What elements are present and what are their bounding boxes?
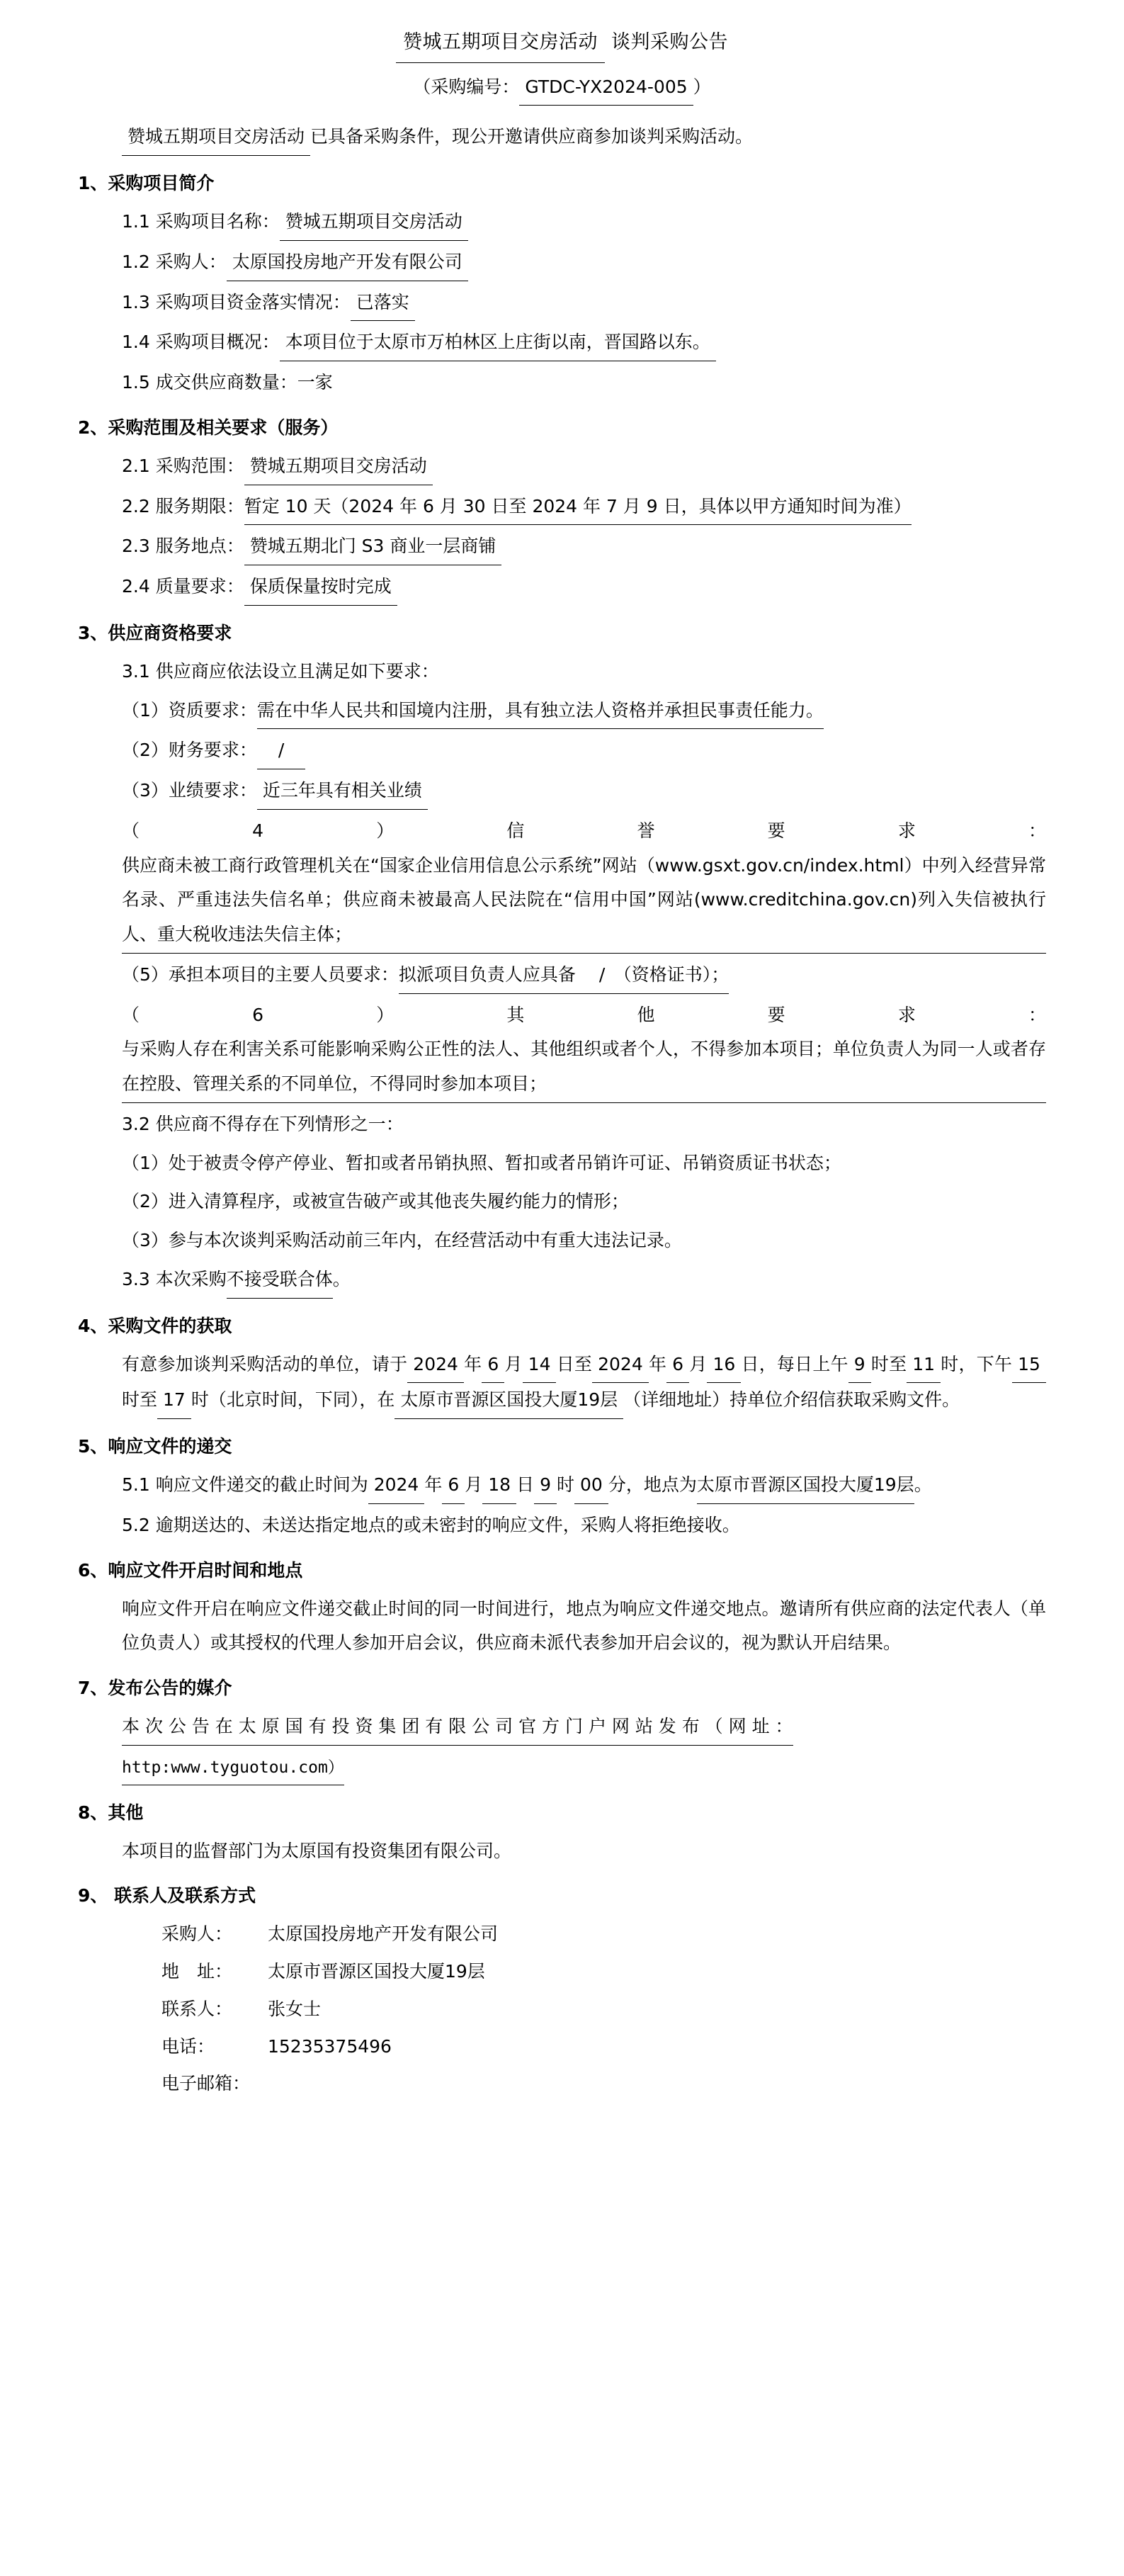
requirement-performance xyxy=(78,774,1046,810)
s4-t4: 时（北京时间，下同），在 xyxy=(191,1389,395,1411)
s4-p3: （详细地址）持单位介绍信获取采购文件。 xyxy=(623,1389,960,1411)
requirement-qualification-value: 需在中华人民共和国境内注册，具有独立法人资格并承担民事责任能力。 xyxy=(257,694,824,730)
s4-p2: 每日上午 xyxy=(776,1353,848,1374)
s4-y2-unit: 年 xyxy=(648,1353,667,1374)
item-1-4-label: 1.4 采购项目概况： xyxy=(122,332,280,353)
section-heading-8: 8、其他 xyxy=(78,1802,144,1823)
section-7-url-line xyxy=(78,1750,1046,1785)
s4-day-start: 14 xyxy=(523,1348,557,1384)
requirement-financial-value: / xyxy=(257,733,305,769)
requirement-personnel-value: 拟派项目负责人应具备 / （资格证书）； xyxy=(399,958,729,994)
requirement-credit xyxy=(78,814,1046,954)
item-1-2-value: 太原国投房地产开发有限公司 xyxy=(227,245,468,281)
s4-am-end: 11 xyxy=(907,1348,941,1384)
s4-month2: 6 xyxy=(666,1348,689,1384)
procurement-number-value: GTDC-YX2024-005 xyxy=(519,70,693,106)
item-2-1 xyxy=(78,449,1046,485)
s5-suffix: 。 xyxy=(914,1474,932,1496)
s4-m-unit: 月 xyxy=(504,1353,523,1374)
item-1-4 xyxy=(78,325,1046,361)
item-1-5: 1.5 成交供应商数量：一家 xyxy=(122,372,333,393)
item-3-1: 3.1 供应商应依法设立且满足如下要求： xyxy=(122,660,439,682)
procurement-number-close: ） xyxy=(693,76,711,97)
item-2-2-value: 暂定 10 天（2024 年 6 月 30 日至 2024 年 7 月 9 日，具体以甲方通知时间为准） xyxy=(244,490,912,526)
s5-minute: 00 xyxy=(574,1468,608,1504)
contact-row-person xyxy=(78,1992,1046,2027)
intro-text: 已具备采购条件，现公开邀请供应商参加谈判采购活动。 xyxy=(310,126,754,147)
s5-m-unit: 月 xyxy=(465,1474,483,1496)
s4-y-unit: 年 xyxy=(463,1353,482,1374)
s4-d-unit: 日至 xyxy=(556,1353,593,1374)
s5-place: 太原市晋源区国投大厦19层 xyxy=(697,1468,914,1504)
s4-day-end: 16 xyxy=(707,1348,741,1384)
requirement-financial xyxy=(78,733,1046,769)
requirement-other-label: （6）其他要求： xyxy=(122,1004,1046,1025)
s4-t2: 时，下午 xyxy=(941,1353,1013,1374)
document-body xyxy=(78,24,1046,2101)
s4-t3: 时至 xyxy=(122,1389,158,1411)
contact-label-person: 联系人： xyxy=(161,1998,233,2019)
section-heading-1: 1、采购项目简介 xyxy=(78,173,215,194)
requirement-performance-value: 近三年具有相关业绩 xyxy=(257,774,428,810)
item-5-1 xyxy=(78,1468,1046,1504)
s4-pm-end: 17 xyxy=(157,1383,191,1419)
requirement-other-value: 与采购人存在利害关系可能影响采购公正性的法人、其他组织或者个人，不得参加本项目；单位负责人为同一人或者存在控股、管理关系的不同单位，不得同时参加本项目； xyxy=(122,1032,1046,1103)
item-1-2 xyxy=(78,245,1046,281)
item-1-3-label: 1.3 采购项目资金落实情况： xyxy=(122,291,351,312)
item-2-3-label: 2.3 服务地点： xyxy=(122,536,244,557)
item-2-2 xyxy=(78,490,1046,526)
s4-t1: 时至 xyxy=(870,1353,907,1374)
section-heading-2: 2、采购范围及相关要求（服务） xyxy=(78,417,339,438)
section-4-body xyxy=(78,1348,1046,1420)
item-1-3-value: 已落实 xyxy=(351,286,415,322)
s4-pm-start: 15 xyxy=(1012,1348,1046,1384)
procurement-number-row xyxy=(78,70,1046,106)
section-7-body xyxy=(78,1710,1046,1746)
item-3-3-suffix: 。 xyxy=(332,1268,351,1289)
section-heading-9: 9、 联系人及联系方式 xyxy=(78,1885,256,1906)
contact-label-email: 电子邮箱： xyxy=(161,2073,251,2094)
s5-h-unit: 时 xyxy=(557,1474,575,1496)
s4-year2: 2024 xyxy=(592,1348,649,1384)
item-2-3-value: 赞城五期北门 S3 商业一层商铺 xyxy=(244,529,502,565)
s5-d-unit: 日 xyxy=(516,1474,535,1496)
s5-day: 18 xyxy=(482,1468,516,1504)
publication-url[interactable]: http:www.tyguotou.com） xyxy=(122,1752,344,1785)
contact-value-phone: 15235375496 xyxy=(268,2035,392,2057)
s5-month: 6 xyxy=(442,1468,465,1504)
section-heading-5: 5、响应文件的递交 xyxy=(78,1436,232,1457)
procurement-number-label: （采购编号： xyxy=(413,76,520,97)
requirement-performance-label: （3）业绩要求： xyxy=(122,780,257,801)
section-heading-6: 6、响应文件开启时间和地点 xyxy=(78,1559,303,1581)
item-5-2: 5.2 逾期送达的、未送达指定地点的或未密封的响应文件，采购人将拒绝接收。 xyxy=(122,1514,740,1535)
item-2-1-value: 赞城五期项目交房活动 xyxy=(244,449,433,485)
section-heading-7: 7、发布公告的媒介 xyxy=(78,1678,232,1699)
s5-year: 2024 xyxy=(368,1468,425,1504)
contact-row-address xyxy=(78,1955,1046,1989)
item-1-3 xyxy=(78,286,1046,322)
section-8-body: 本项目的监督部门为太原国有投资集团有限公司。 xyxy=(122,1840,512,1861)
contact-row-purchaser xyxy=(78,1917,1046,1952)
contact-label-address: 地 址： xyxy=(161,1961,233,1982)
document-title xyxy=(78,24,1046,63)
s4-month: 6 xyxy=(482,1348,504,1384)
s4-p1: 有意参加谈判采购活动的单位，请于 xyxy=(122,1353,408,1374)
s4-year: 2024 xyxy=(407,1348,464,1384)
condition-2: （2）进入清算程序，或被宣告破产或其他丧失履约能力的情形； xyxy=(122,1191,629,1212)
s5-prefix: 5.1 响应文件递交的截止时间为 xyxy=(122,1474,368,1496)
item-2-1-label: 2.1 采购范围： xyxy=(122,455,244,476)
contact-row-email xyxy=(78,2067,1046,2101)
requirement-credit-value: 供应商未被工商行政管理机关在“国家企业信用信息公示系统”网站（www.gsxt.gov.cn/index.html）中列入经营异常名录、严重违法失信名单；供应商未被最高人民法院在“信用中国”网站(www.creditchina.gov.cn)列入失信被执行人、重大税收违法失信主体； xyxy=(122,849,1046,954)
contact-value-email xyxy=(268,2067,1046,2101)
requirement-financial-label: （2）财务要求： xyxy=(122,740,257,761)
item-2-2-label: 2.2 服务期限： xyxy=(122,495,244,516)
item-2-4-label: 2.4 质量要求： xyxy=(122,576,244,597)
requirement-qualification-label: （1）资质要求： xyxy=(122,699,257,721)
section-7-text: 本 次 公 告 在 太 原 国 有 投 资 集 团 有 限 公 司 官 方 门 户 网 站 发 布 （ 网 址 ： xyxy=(122,1710,793,1746)
requirement-personnel xyxy=(78,958,1046,994)
s5-min-unit: 分，地点为 xyxy=(608,1474,697,1496)
requirement-personnel-label: （5）承担本项目的主要人员要求： xyxy=(122,964,399,985)
section-heading-4: 4、采购文件的获取 xyxy=(78,1315,232,1336)
contact-row-phone xyxy=(78,2030,1046,2064)
contact-value-address: 太原市晋源区国投大厦19层 xyxy=(268,1961,485,1982)
item-1-1 xyxy=(78,205,1046,241)
item-3-3-underline: 不接受联合体 xyxy=(227,1262,333,1299)
item-1-2-label: 1.2 采购人： xyxy=(122,251,227,272)
title-suffix: 谈判采购公告 xyxy=(611,31,729,53)
requirement-qualification xyxy=(78,694,1046,730)
s5-y-unit: 年 xyxy=(424,1474,443,1496)
item-3-3-prefix: 3.3 本次采购 xyxy=(122,1268,227,1289)
item-3-2: 3.2 供应商不得存在下列情形之一： xyxy=(122,1113,404,1134)
s4-place: 太原市晋源区国投大厦19层 xyxy=(394,1383,623,1419)
item-3-3 xyxy=(78,1262,1046,1299)
contact-value-person: 张女士 xyxy=(268,1998,322,2019)
item-2-4 xyxy=(78,570,1046,606)
item-1-1-value: 赞城五期项目交房活动 xyxy=(280,205,468,241)
s4-m2-unit: 月 xyxy=(689,1353,708,1374)
contact-label-purchaser: 采购人： xyxy=(161,1923,233,1945)
contact-label-phone: 电话： xyxy=(161,2035,215,2057)
condition-1: （1）处于被责令停产停业、暂扣或者吊销执照、暂扣或者吊销许可证、吊销资质证书状态； xyxy=(122,1152,841,1173)
section-6-body: 响应文件开启在响应文件递交截止时间的同一时间进行，地点为响应文件递交地点。邀请所有供应商的法定代表人（单位负责人）或其授权的代理人参加开启会议，供应商未派代表参加开启会议的，视为默认开启结果。 xyxy=(122,1598,1046,1654)
item-2-3 xyxy=(78,529,1046,565)
condition-3: （3）参与本次谈判采购活动前三年内，在经营活动中有重大违法记录。 xyxy=(122,1230,682,1251)
intro-paragraph xyxy=(78,120,1046,156)
requirement-credit-label: （4）信誉要求： xyxy=(122,820,1046,841)
title-project-name: 赞城五期项目交房活动 xyxy=(396,24,605,63)
s4-d2-unit: 日， xyxy=(741,1353,777,1374)
s4-am-start: 9 xyxy=(848,1348,871,1384)
intro-project-name: 赞城五期项目交房活动 xyxy=(122,120,310,156)
item-1-4-value: 本项目位于太原市万柏林区上庄街以南，晋国路以东。 xyxy=(280,325,716,361)
contact-value-purchaser: 太原国投房地产开发有限公司 xyxy=(268,1923,499,1945)
item-1-1-label: 1.1 采购项目名称： xyxy=(122,211,280,232)
item-2-4-value: 保质保量按时完成 xyxy=(244,570,397,606)
requirement-other xyxy=(78,998,1046,1103)
section-heading-3: 3、供应商资格要求 xyxy=(78,622,232,643)
s5-hour: 9 xyxy=(534,1468,557,1504)
